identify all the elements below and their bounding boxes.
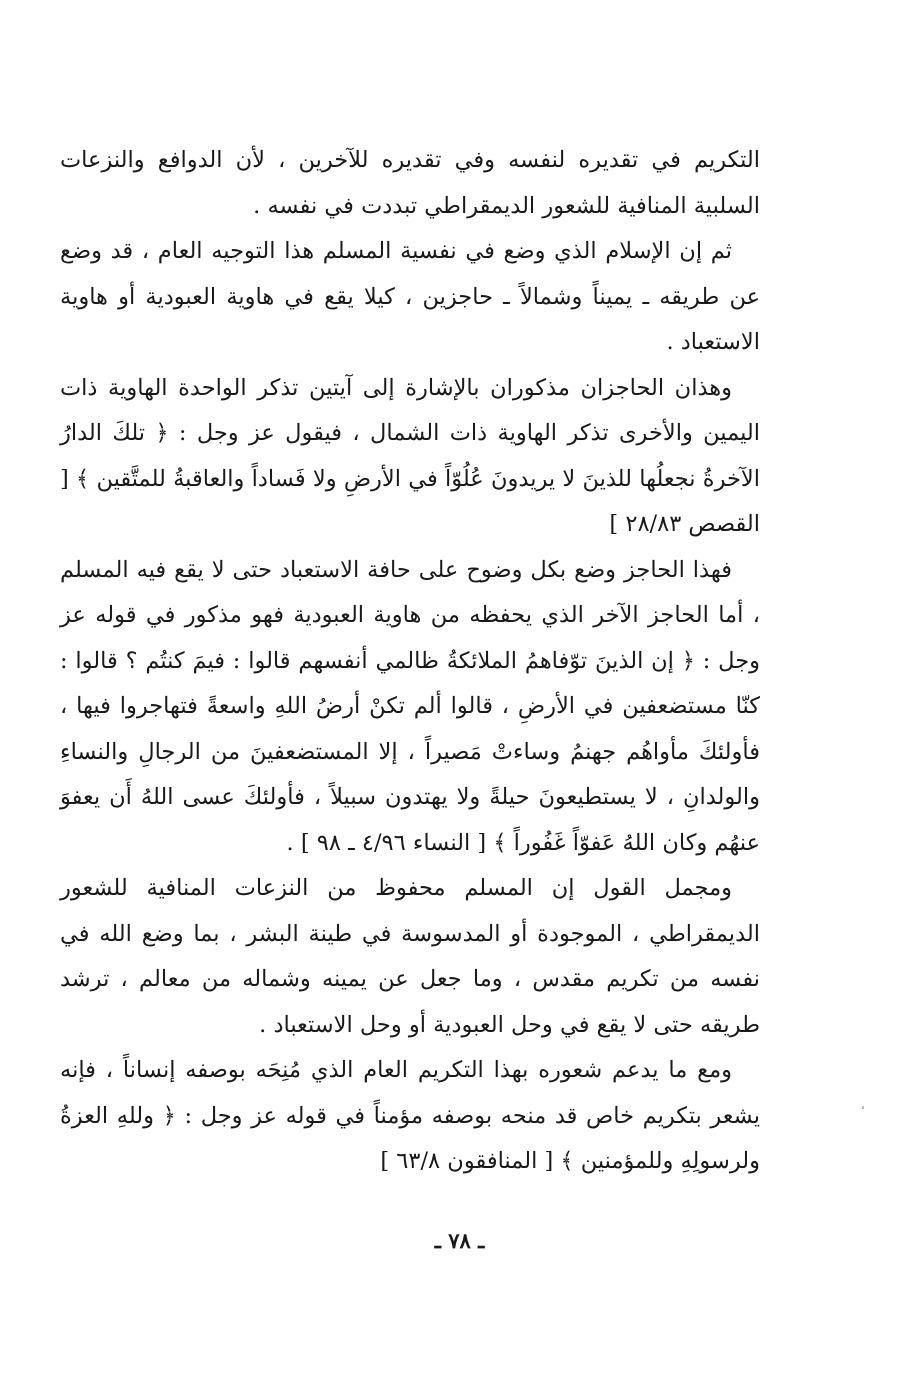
paragraph-1: التكريم في تقديره لنفسه وفي تقديره للآخرين ، لأن الدوافع والنزعات السلبية المنافية للشعور الديمقراطي تبددت في نفسه . (60, 147, 760, 219)
paragraph-3: وهذان الحاجزان مذكوران بالإشارة إلى آيتين تذكر الواحدة الهاوية ذات اليمين والأخرى تذكر الهاوية ذات الشمال ، فيقول عز وجل : ﴿ تلكَ الدارُ الآخرةُ نجعلُها للذينَ لا يريدونَ عُلُوّاً في الأرضِ ولا فَساداً والعاقبةُ للمتَّقين ﴾ [ القصص ٢٨/٨٣ ] (60, 374, 760, 537)
page-body (60, 138, 760, 1185)
paragraph-2: ثم إن الإسلام الذي وضع في نفسية المسلم هذا التوجيه العام ، قد وضع عن طريقه ـ يميناً وشمالاً ـ حاجزين ، كيلا يقع في هاوية العبودية أو هاوية الاستعباد . (60, 238, 760, 355)
paragraph-4: فهذا الحاجز وضع بكل وضوح على حافة الاستعباد حتى لا يقع فيه المسلم ، أما الحاجز الآخر الذي يحفظه من هاوية العبودية فهو مذكور في قوله عز وجل : ﴿ إن الذينَ توّفاهمُ الملائكةُ ظالمي أنفسهم قالوا : فيمَ كنتُم ؟ قالوا : كنّا مستضعفين في الأرضِ ، قالوا ألم تكنْ أرضُ اللهِ واسعةً فتهاجروا فيها ، فأولئكَ مأواهُم جهنمُ وساءتْ مَصيراً ، إلا المستضعفينَ من الرجالِ والنساءِ والولدانِ ، لا يستطيعونَ حيلةً ولا يهتدون سبيلاً ، فأولئكَ عسى اللهُ أَن يعفوَ عنهُم وكان اللهُ عَفوّاً غَفُوراً ﴾ [ النساء ٤/٩٦ ـ ٩٨ ] . (60, 556, 760, 856)
page-number: ـ ٧٨ ـ (434, 1228, 485, 1253)
paragraph-6: ومع ما يدعم شعوره بهذا التكريم العام الذي مُنِحَه بوصفه إنساناً ، فإنه يشعر بتكريم خاص قد منحه بوصفه مؤمناً في قوله عز وجل : ﴿ وللهِ العزةُ ولرسولِهِ وللمؤمنين ﴾ [ المنافقون ٦٣/٨ ] (60, 1057, 760, 1174)
scan-speck (862, 1106, 864, 1109)
paragraph-5: ومجمل القول إن المسلم محفوظ من النزعات المنافية للشعور الديمقراطي ، الموجودة أو المدسوسة في طينة البشر ، بما وضع الله في نفسه من تكريم مقدس ، وما جعل عن يمينه وشماله من معالم ، ترشد طريقه حتى لا يقع في وحل العبودية أو وحل الاستعباد . (60, 875, 760, 1038)
